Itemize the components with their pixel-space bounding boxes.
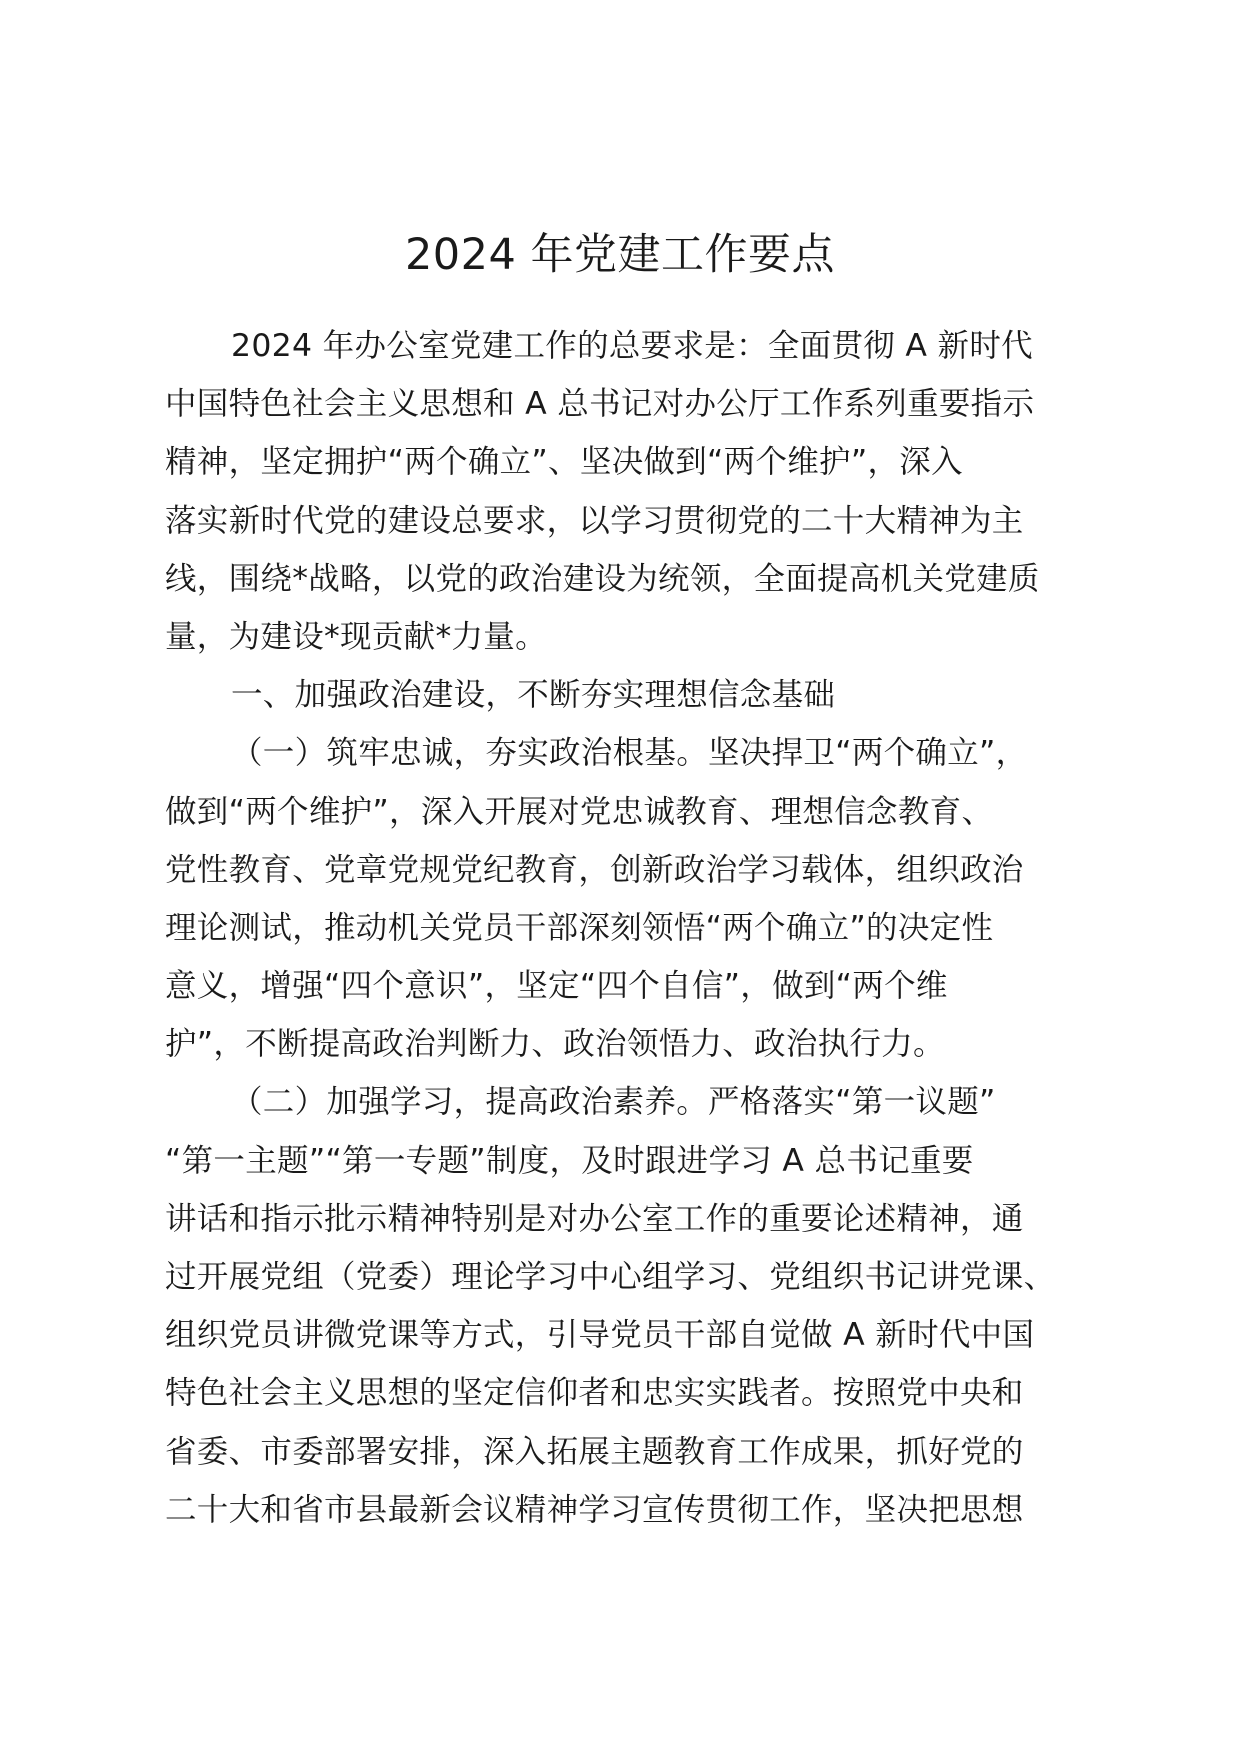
paragraph-line: （二）加强学习，提高政治素养。严格落实“第一议题”	[231, 1084, 996, 1121]
section-heading: 一、加强政治建设，不断夯实理想信念基础	[231, 677, 836, 714]
paragraph-line: 精神，坚定拥护“两个确立”、坚决做到“两个维护”，深入	[165, 444, 963, 481]
paragraph-line: 省委、市委部署安排，深入拓展主题教育工作成果，抓好党的	[165, 1433, 1024, 1470]
document-title: 2024 年党建工作要点	[404, 230, 836, 280]
paragraph-line: 理论测试，推动机关党员干部深刻领悟“两个确立”的决定性	[165, 909, 994, 946]
paragraph-line: 过开展党组（党委）理论学习中心组学习、党组织书记讲党课、	[165, 1259, 1056, 1295]
paragraph-line: 做到“两个维护”，深入开展对党忠诚教育、理想信念教育、	[165, 793, 994, 830]
paragraph-line: 二十大和省市县最新会议精神学习宣传贯彻工作，坚决把思想	[165, 1491, 1024, 1528]
paragraph-line: （一）筑牢忠诚，夯实政治根基。坚决捍卫“两个确立”，	[231, 735, 1028, 772]
paragraph-line: 护”，不断提高政治判断力、政治领悟力、政治执行力。	[165, 1026, 945, 1063]
paragraph-line: 意义，增强“四个意识”，坚定“四个自信”，做到“两个维	[165, 968, 948, 1005]
paragraph-line: 党性教育、党章党规党纪教育，创新政治学习载体，组织政治	[165, 851, 1024, 888]
paragraph-line: 2024 年办公室党建工作的总要求是：全面贯彻 A 新时代	[231, 328, 1033, 364]
paragraph-line: 讲话和指示批示精神特别是对办公室工作的重要论述精神，通	[165, 1200, 1024, 1237]
paragraph-line: 特色社会主义思想的坚定信仰者和忠实实践者。按照党中央和	[165, 1375, 1024, 1412]
paragraph-line: 组织党员讲微党课等方式，引导党员干部自觉做 A 新时代中国	[165, 1317, 1035, 1354]
document-body	[165, 317, 1090, 1539]
paragraph-line: 量，为建设*现贡献*力量。	[165, 618, 547, 655]
paragraph-line: “第一主题”“第一专题”制度，及时跟进学习 A 总书记重要	[165, 1142, 974, 1179]
paragraph-line: 线，围绕*战略，以党的政治建设为统领，全面提高机关党建质	[165, 560, 1040, 597]
paragraph-line: 落实新时代党的建设总要求，以学习贯彻党的二十大精神为主	[165, 502, 1024, 539]
paragraph-line: 中国特色社会主义思想和 A 总书记对办公厅工作系列重要指示	[165, 386, 1035, 423]
